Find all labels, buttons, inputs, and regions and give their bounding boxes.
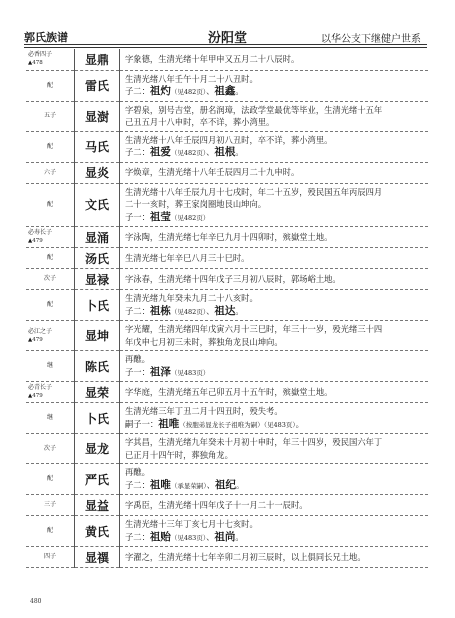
person-name: 显龙 <box>75 434 120 464</box>
text-fragment: 。 <box>235 305 244 316</box>
person-name: 马氏 <box>75 131 120 162</box>
relation-label: 五子 <box>43 112 56 119</box>
child-name: 祖唯 <box>149 478 171 491</box>
relation-cell <box>26 70 75 101</box>
header-hall-name: 汾阳堂 <box>207 31 247 46</box>
relation-label: 继 <box>46 362 53 369</box>
biography-cell <box>120 269 429 290</box>
child-name: 祖贻 <box>149 530 171 543</box>
text-fragment: 子二： <box>125 147 150 157</box>
text-fragment: 。 <box>235 531 244 542</box>
biography-cell <box>120 101 429 131</box>
biography-cell <box>120 131 429 162</box>
person-row <box>26 516 428 547</box>
text-fragment: 。 <box>235 479 245 490</box>
biography-line: 己丑五月十八申时，卒不详，葬小湾里。 <box>125 117 275 127</box>
child-name: 祖鑫 <box>214 85 236 97</box>
person-row <box>26 464 428 495</box>
relation-label: 继 <box>46 414 53 421</box>
person-row <box>26 49 428 70</box>
person-name: 显澍 <box>75 101 120 131</box>
child-name: 祖灼 <box>149 85 171 97</box>
biography-line: 字禹臣，生清光绪十四年戊子十一月二十一辰时。 <box>125 499 308 510</box>
text-fragment: 。 <box>235 147 244 157</box>
biography-cell <box>120 248 429 269</box>
child-name: 祖莹 <box>149 210 171 223</box>
child-name: 祖达 <box>214 304 236 317</box>
biography-line <box>125 479 424 493</box>
person-name: 显禄 <box>75 269 120 290</box>
person-row <box>26 269 428 290</box>
relation-cell <box>26 290 75 321</box>
cross-reference: （见482页） <box>170 149 207 157</box>
biography-line <box>125 85 424 99</box>
text-fragment: 、 <box>206 305 215 316</box>
biography-line <box>125 366 424 380</box>
person-row <box>26 248 428 269</box>
biography-line: 再醮。 <box>125 467 150 477</box>
child-name: 祖泽 <box>149 365 171 378</box>
text-fragment: 、 <box>206 479 215 490</box>
person-name: 汤氏 <box>75 248 120 269</box>
relation-cell <box>26 434 75 464</box>
biography-line: 生清光绪八年壬午十月二十八丑时。 <box>125 73 258 84</box>
person-row <box>26 101 428 131</box>
relation-cell <box>26 269 75 290</box>
relation-cell <box>26 382 75 403</box>
person-row <box>26 131 428 162</box>
cross-reference: （见482页） <box>170 213 210 222</box>
text-fragment: 。 <box>235 86 244 96</box>
cross-reference: （按胞弟显龙长子祖唯为嗣）（见483页） <box>179 420 296 429</box>
relation-label: 六子 <box>43 168 56 176</box>
text-fragment: 子二： <box>125 305 150 316</box>
person-name: 显涌 <box>75 227 120 248</box>
biography-cell <box>120 403 429 434</box>
text-fragment: 子一： <box>125 211 150 222</box>
biography-cell <box>120 227 429 248</box>
biography-cell <box>120 382 429 403</box>
text-fragment: 子二： <box>125 479 150 490</box>
person-name: 显益 <box>75 495 120 516</box>
child-name: 祖唯 <box>158 417 180 430</box>
person-row <box>26 434 428 464</box>
person-name: 黄氏 <box>75 516 120 547</box>
person-row <box>26 183 428 227</box>
page-reference: ▲479 <box>28 393 43 399</box>
relation-label: 必香四子 <box>28 51 53 59</box>
genealogy-table <box>26 49 428 568</box>
biography-cell <box>120 495 429 516</box>
relation-label: 配 <box>46 200 53 208</box>
biography-line: 年戊申七月初三未时，葬独角龙艮山坤向。 <box>125 336 283 347</box>
person-name: 显坤 <box>75 321 120 351</box>
relation-label: 次子 <box>43 275 56 282</box>
person-row <box>26 290 428 321</box>
text-fragment: 、 <box>206 86 215 96</box>
person-name: 雷氏 <box>75 70 120 101</box>
text-fragment: 、 <box>206 147 215 157</box>
biography-line: 字泳陶，生清光绪七年辛巳九月十四卯时，殡嶽堂土地。 <box>125 231 333 242</box>
relation-label: 必江之子 <box>28 327 53 335</box>
relation-cell <box>26 131 75 162</box>
biography-cell <box>120 183 429 227</box>
relation-label: 次子 <box>43 444 56 452</box>
biography-cell <box>120 547 429 568</box>
child-name: 祖根 <box>214 146 236 158</box>
biography-line: 生清光绪九年癸未九月二十八亥时。 <box>125 293 258 303</box>
page-header <box>0 0 455 50</box>
page-number: 480 <box>30 598 42 605</box>
biography-line: 字泳春，生清光绪十四年戊子三月初八辰时，郭场峪土地。 <box>125 273 341 284</box>
biography-line <box>125 146 424 160</box>
person-name: 文氏 <box>75 183 120 227</box>
page-reference: ▲479 <box>28 336 43 343</box>
relation-cell <box>26 49 75 70</box>
person-name: 显炎 <box>75 162 120 183</box>
child-name: 祖爱 <box>149 146 171 158</box>
biography-line: 再醮。 <box>125 354 150 364</box>
relation-label: 必青长子 <box>28 384 53 391</box>
relation-label: 三子 <box>43 501 56 508</box>
biography-line: 字濯之，生清光绪十七年辛卯二月初三辰时，以上俱同长兄土地。 <box>125 551 366 562</box>
biography-line: 二十一亥时，葬王家岗圈地艮山坤向。 <box>125 199 267 209</box>
person-name: 卜氏 <box>75 403 120 434</box>
relation-cell <box>26 248 75 269</box>
biography-line <box>125 531 424 545</box>
person-row <box>26 351 428 382</box>
biography-line: 生清光绪三年丁丑二月十四丑时，殁失考。 <box>125 406 283 416</box>
person-row <box>26 403 428 434</box>
biography-line: 生清光绪七年辛巳八月三十巳时。 <box>125 252 250 263</box>
child-name: 祖尚 <box>214 530 236 543</box>
text-fragment: 子一： <box>125 366 150 377</box>
cross-reference: （见482页） <box>170 88 207 96</box>
relation-label: 配 <box>46 527 53 534</box>
relation-cell <box>26 101 75 131</box>
relation-label: 配 <box>46 81 53 89</box>
biography-line <box>125 305 424 319</box>
child-name: 祖栋 <box>149 304 171 317</box>
person-row <box>26 547 428 568</box>
relation-cell <box>26 464 75 495</box>
relation-label: 四子 <box>43 553 56 560</box>
biography-line: 生清光绪十八年壬辰九月十七戌时，年二十五岁，殁民国五年丙辰四月 <box>125 186 383 197</box>
biography-cell <box>120 516 429 547</box>
biography-cell <box>120 464 429 495</box>
child-name: 祖纪 <box>214 478 236 491</box>
relation-label: 配 <box>46 301 53 308</box>
biography-line: 字其昌，生清光绪九年癸未十月初十申时，年三十四岁，殁民国六年丁 <box>125 437 383 447</box>
biography-line: 字象德，生清光绪十年甲申又五月二十八辰时。 <box>125 54 300 64</box>
biography-line: 生清光绪十三年丁亥七月十七亥时。 <box>125 519 258 529</box>
relation-cell <box>26 351 75 382</box>
cross-reference: （承显荣嗣） <box>170 481 207 490</box>
relation-cell <box>26 183 75 227</box>
header-book-title: 郭氏族谱 <box>24 31 68 44</box>
relation-label: 配 <box>46 475 53 482</box>
text-fragment: 子二： <box>125 531 150 542</box>
biography-cell <box>120 162 429 183</box>
biography-line: 字华庭，生清光绪五年己卯五月十五午时，殡嶽堂土地。 <box>125 386 333 397</box>
relation-cell <box>26 162 75 183</box>
cross-reference: （见482页） <box>170 307 207 316</box>
person-row <box>26 382 428 403</box>
relation-cell <box>26 227 75 248</box>
person-row <box>26 70 428 101</box>
relation-cell <box>26 516 75 547</box>
page-reference: ▲479 <box>28 238 43 244</box>
person-row <box>26 495 428 516</box>
text-fragment: 、 <box>206 531 215 542</box>
biography-line: 字焕章，生清光绪十八年壬辰四月二十九申时。 <box>125 167 300 178</box>
cross-reference: （见483页） <box>170 368 210 377</box>
text-fragment: 。 <box>295 418 304 429</box>
biography-cell <box>120 434 429 464</box>
relation-label: 配 <box>46 254 53 261</box>
text-fragment: 嗣子一： <box>125 418 159 429</box>
text-fragment: 子二： <box>125 86 150 96</box>
relation-label: 必寿长子 <box>28 229 53 236</box>
biography-line <box>125 211 424 225</box>
biography-line: 字碧泉，别号吉堂，册名润璋，法政学堂最优等毕业，生清光绪十五年 <box>125 104 383 115</box>
biography-cell <box>120 49 429 70</box>
relation-cell <box>26 321 75 351</box>
header-rule-thin <box>24 47 427 48</box>
relation-cell <box>26 403 75 434</box>
person-name: 卜氏 <box>75 290 120 321</box>
biography-cell <box>120 351 429 382</box>
relation-label: 配 <box>46 142 53 150</box>
person-name: 显荣 <box>75 382 120 403</box>
biography-line <box>125 418 424 432</box>
person-row <box>26 162 428 183</box>
person-name: 显禩 <box>75 547 120 568</box>
relation-cell <box>26 547 75 568</box>
person-row <box>26 321 428 351</box>
biography-line: 字光耀，生清光绪四年戊寅六月十三巳时，年三十一岁，殁光绪三十四 <box>125 324 383 334</box>
biography-cell <box>120 321 429 351</box>
header-branch: 以华公支下继健户世系 <box>321 34 421 45</box>
biography-line: 生清光绪十八年壬辰四月初八丑时，卒不详，葬小湾里。 <box>125 134 333 145</box>
cross-reference: （见483页） <box>170 533 207 542</box>
biography-cell <box>120 290 429 321</box>
page-reference: ▲478 <box>28 60 43 67</box>
person-name: 陈氏 <box>75 351 120 382</box>
person-row <box>26 227 428 248</box>
relation-cell <box>26 495 75 516</box>
header-rule-thick <box>24 44 427 45</box>
biography-cell <box>120 70 429 101</box>
person-name: 严氏 <box>75 464 120 495</box>
biography-line: 已正月十四午时，葬独角龙。 <box>125 449 233 460</box>
person-name: 显鼎 <box>75 49 120 70</box>
